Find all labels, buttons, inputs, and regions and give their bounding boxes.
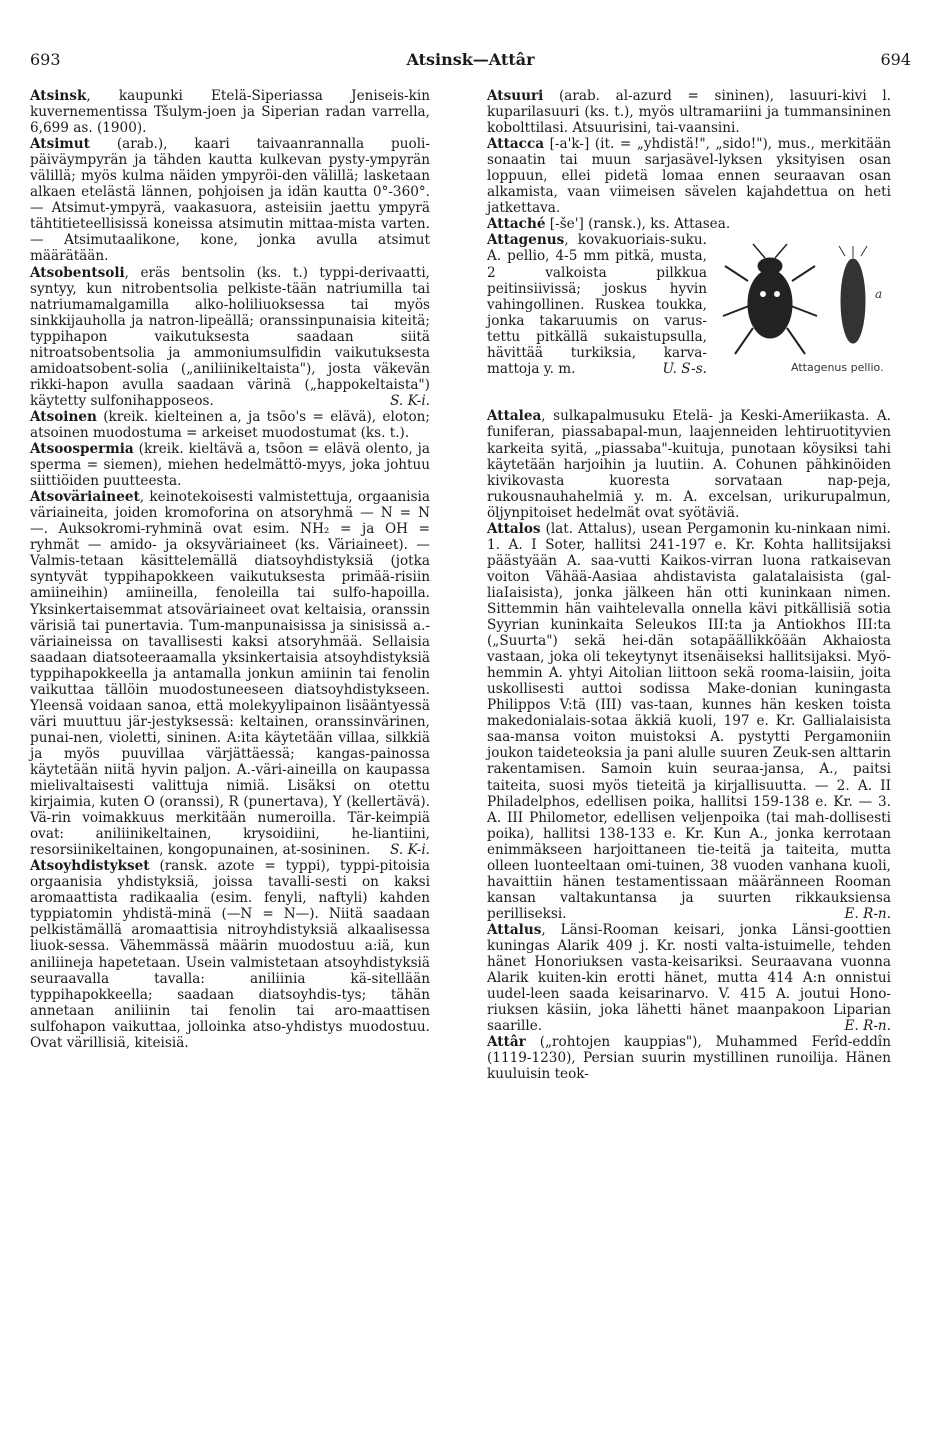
entry: Attacca [-a'k-] (it. = „yhdistä!", „sido!"), mus., merkitään sonaatin tai muun sarjasävel-lyksen yksityisen osan loppuun, ellei pidetä lomaa ennen seuraavan osan alkamista, vaan viimeisen sävelen kajahdettua on heti jatkettava. bbox=[487, 136, 891, 217]
entry: Attaché [-še'] (ransk.), ks. Attasea. bbox=[487, 216, 731, 233]
page-title: Atsinsk—Attâr bbox=[406, 50, 535, 69]
entry: Atsobentsoli, eräs bentsolin (ks. t.) typpi-derivaatti, syntyy, kun nitrobentsolia pelkiste-tään natriumilla tai natriumamalgamilla alko-holiliuoksessa tai myös sinkkijauholla ja natron-lipeällä; oranssinpunaisia kiteitä; typpihapon vaikutuksesta saadaan siitä nitroatsobentsolia ja ammoniumsulfidin vaikutuksesta amidoatsobent-solia („aniliinikeltaista"), josta väkevän rikki-hapon avulla saadaan värinä („happokeltaista") käytetty sulfonihapposeos. S. K-i. bbox=[30, 264, 430, 409]
entry: Atsoyhdistykset (ransk. azote = typpi), typpi-pitoisia orgaanisia yhdistyksiä, joissa tavalli-sesti on kaksi aromaattista radikaalia (esim. fenyli, naftyli) kahden typpiatomin yhdistä-minä (—N = N—). Niitä saadaan pelkistämällä aromaattisia nitroyhdistyksiä alkaalisessa liuok-sessa. Vähemmässä määrin muodostuu a:iä, kun aniliineja hapetetaan. Usein valmistetaan atsoyhdistyksiä seuraavalla tavalla: aniliinia kä-sitellään typpihapokkeella; saadaan diatsoyhdis-tys; tähän annetaan aniliinin tai fenolin tai aro-maattisen sulfohapon vaikuttaa, jolloinka atso-yhdistys muodostuu. Ovat värillisiä, kiteisiä. bbox=[30, 858, 430, 1051]
signature: U. S-s. bbox=[662, 360, 707, 377]
entry: Attalea, sulkapalmusuku Etelä- ja Keski-Ameriikasta. A. funiferan, piassabapal-mun, laajenneiden lehtiruotityvien karkeita syitä, „piassaba"-kuituja, punotaan köysiksi tahi käytetään harjoihin ja luutiin. A. Cohunen pähkinöiden kivikovasta kuoresta sorvataan nap-peja, rukousnauhahelmiä y. m. A. excelsan, urikurupalmun, öljynpitoiset hedelmät ovat syötäviä. bbox=[487, 408, 891, 521]
entry: Attalos (lat. Attalus), usean Pergamonin ku-ninkaan nimi. 1. A. I Soter, hallitsi 241-197 e. Kr. Kohta hallitsijaksi päästyään A. saa-vutti Kaikos-virran luona ratkaisevan voiton Vähää-Aasiaa ahdistavista galatalaisista (gal-liaIaisista), jonka jälkeen hän otti kuninkaan nimen. Sittemmin hän vaihtelevalla onnella kävi pitkällisiä sotia Syyrian kuninkaita Seleukos III:ta ja Antiokhos III:ta („Suurta") sekä hei-dän sotapäällikköään Akhaiosta vastaan, joka oli tekeytynyt itsenäiseksi hallitsijaksi. Myö-hemmin A. yhtyi Aitolian liittoon sekä rooma-laisiin, joita uskollisesti auttoi sodissa Make-donian kuningasta Philippos V:tä (III) vas-taan, kunnes hän kesken toista makedonialais-sotaa äkkiä kuoli, 197 e. Kr. Gallialaisista saa-mansa voiton muistoksi A. pystytti Pergamoniin joukon taideteoksia ja pani alulle suuren Zeuk-sen alttarin rakentamisen. Samoin kuin seuraa-jansa, A., paitsi taiteita, suosi myös tieteitä ja kirjallisuutta. — 2. A. II Philadelphos, edellisen poika, hallitsi 159-138 e. Kr. — 3. A. III Philometor, edellisen veljenpoika (tai mah-dollisesti poika), hallitsi 138-133 e. Kr. Kun A., jonka kerrotaan enimmäkseen harjoittaneen tie-teitä ja taiteita, mutta olleen luonteeltaan omi-tuinen, 38 vuoden vanhana kuoli, havaittiin hänen testamentissaan määränneen Rooman kansan valtakuntansa ja suurten rikkauksiensa perilliseksi. E. R-n. bbox=[487, 520, 891, 922]
entry: Attagenus, kovakuoriais-suku. A. pellio, 4-5 mm pitkä, musta, 2 valkoista pilkkua peitinsiivissä; joskus hyvin vahingollinen. Ruskea toukka, jonka takaruumis on varus-tettu pitkällä sukaistupsulla, hävittää turkiksia, karva-mattoja y. m. U. S-s. bbox=[487, 232, 707, 377]
signature: S. K-i. bbox=[390, 392, 430, 409]
signature: S. K-i. bbox=[390, 842, 430, 859]
entry: Attâr („rohtojen kauppias"), Muhammed Ferîd-eddîn (1119-1230), Persian suurin mystillinen runoilija. Hänen kuuluisin teok- bbox=[487, 1034, 891, 1083]
entry: Atsoospermia (kreik. kieltävä a, tsōon = elävä olento, ja sperma = siemen), miehen hedelmättö-myys, joka johtuu siittiöiden puutteesta. bbox=[30, 441, 430, 490]
left-column bbox=[30, 88, 430, 1051]
figure-caption: Attagenus pellio. bbox=[791, 361, 884, 375]
signature: E. R-n. bbox=[844, 905, 891, 922]
figure-label: a bbox=[875, 287, 883, 302]
page-number-right: 694 bbox=[880, 50, 911, 69]
beetle-illustration-icon bbox=[715, 236, 891, 366]
entry: Atsuuri (arab. al-azurd = sininen), lasuuri-kivi l. kuparilasuuri (ks. t.), myös ultramariini ja tummansininen kobolttilasi. Atsuurisini, tai-vaansini. bbox=[487, 88, 891, 137]
page-header bbox=[30, 50, 911, 76]
right-column bbox=[487, 88, 891, 1082]
entry: Atsinsk, kaupunki Etelä-Siperiassa Jeniseis-kin kuvernementissa Tšulym-joen ja Siperian radan varrella, 6,699 as. (1900). bbox=[30, 88, 430, 137]
entry: Atsoväriaineet, keinotekoisesti valmistettuja, orgaanisia väriaineita, joiden kromoforina on atsoryhmä — N = N —. Auksokromi-ryhminä ovat esim. NH₂ = ja OH = ryhmät — amido- ja oksyväriaineet (ks. Väriaineet). — Valmis-tetaan käsittelemällä diatsoyhdistyksiä (jotka syntyvät typpihapokkeen vaikutuksesta primää-risiin amiineihin) amiineilla, fenoleilla tai sulfo-hapoilla. Yksinkertaisemmat atsoväriaineet ovat keltaisia, oranssin värisiä tai punertavia. Tum-manpunaisissa ja sinisissä a.-väriaineissa on tavallisesti kaksi atsoryhmää. Sellaisia saadaan diatsoteeraamalla yksinkertaisia atsoyhdistyksiä typpihapokkeella ja antamalla jonkun amiinin tai fenolin vaikuttaa tällöin muodostuneeseen diatsoyhdistykseen. Yleensä voidaan sanoa, että molekyylipainon lisääntyessä väri muuttuu jär-jestyksessä: keltainen, oranssinvärinen, punai-nen, violetti, sininen. A:ita käytetään villaa, silkkiä ja myös puuvillaa värjättäessä; kangas-painossa käytetään niitä hyvin paljon. A.-väri-aineilla on kaupassa mielivaltaisesti valittuja nimiä. Lisäksi on otettu kirjaimia, kuten O (oranssi), R (punertava), Y (kellertävä). Vä-rin voimakkuus merkitään numeroilla. Tär-keimpiä ovat: aniliinikeltainen, krysoidiini, he-liantiini, resorsiinikeltainen, kongopunainen, at-sosininen. S. K-i. bbox=[30, 489, 430, 859]
beetle-figure bbox=[715, 236, 891, 406]
entry: Atsimut (arab.), kaari taivaanrannalla puoli-päiväympyrän ja tähden kautta kulkevan pysty-ympyrän välillä; myös kulma näiden ympyröi-den välillä; lasketaan alkaen etelästä lännen, pohjoisen ja idän kautta 0°-360°. — Atsimut-ympyrä, vaakasuora, asteisiin jaettu ympyrä tähtitieteellisissä koneissa atsimutin mittaa-mista varten. — Atsimutaalikone, kone, jonka avulla atsimut määrätään. bbox=[30, 136, 430, 265]
page-number-left: 693 bbox=[30, 50, 61, 69]
signature: E. R-n. bbox=[844, 1018, 891, 1035]
entry: Attalus, Länsi-Rooman keisari, jonka Länsi-goottien kuningas Alarik 409 j. Kr. nosti valta-istuimelle, tehden hänet Honoriuksen vasta-keisariksi. Seuraavana vuonna Alarik kuiten-kin erotti hänet, mutta 414 A:n onnistui uudel-leen saada keisarinarvo. V. 415 A. joutui Hono-riuksen käsiin, joka lähetti hänet maanpakoon Liparian saarille. E. R-n. bbox=[487, 921, 891, 1035]
entry: Atsoinen (kreik. kielteinen a, ja tsōo's = elävä), eloton; atsoinen muodostuma = arkeiset muodostumat (ks. t.). bbox=[30, 408, 430, 441]
